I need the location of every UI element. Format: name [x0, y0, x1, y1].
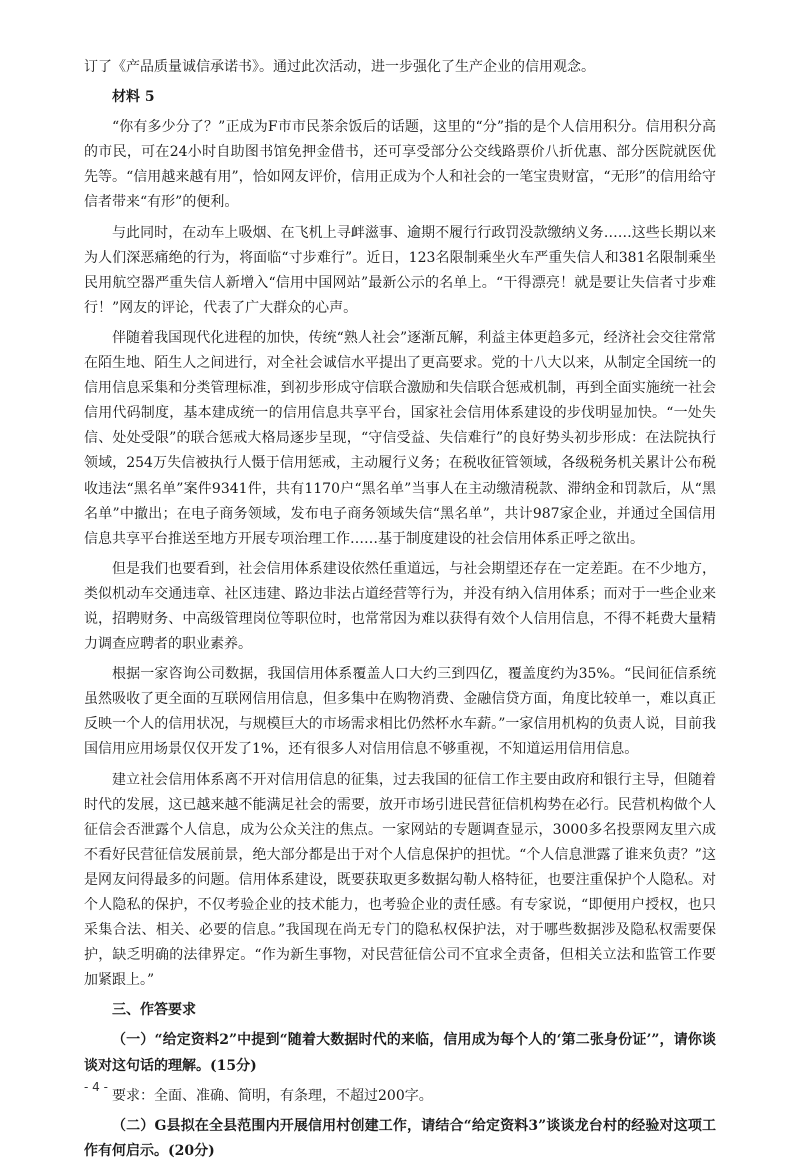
body-paragraph-2: 与此同时，在动车上吸烟、在飞机上寻衅滋事、逾期不履行行政罚没款缴纳义务……这些长期以来为人们深恶痛绝的行为，将面临“寸步难行”。近日，123名限制乘坐火车严重失信人和381名限制乘坐民用航空器严重失信人新增入“信用中国网站”最新公示的名单上。“干得漂亮！就是要让失信者寸步难行！”网友的评论，代表了广大群众的心声。 [84, 224, 716, 316]
question-1: （一）“给定资料2”中提到“随着大数据时代的来临，信用成为每个人的‘第二张身份证’”，请你谈谈对这句话的理解。(15分) [84, 1032, 716, 1074]
body-paragraph-6: 建立社会信用体系离不开对信用信息的征集，过去我国的征信工作主要由政府和银行主导，但随着时代的发展，这已越来越不能满足社会的需要，放开市场引进民营征信机构势在必行。民营机构做个人征信会否泄露个人信息，成为公众关注的焦点。一家网站的专题调查显示，3000多名投票网友里六成不看好民营征信发展前景，绝大部分都是出于对个人信息保护的担忧。“个人信息泄露了谁来负责？”这是网友问得最多的问题。信用体系建设，既要获取更多数据勾勒人格特征，也要注重保护个人隐私。对个人隐私的保护，不仅考验企业的技术能力，也考验企业的责任感。有专家说，“即便用户授权，也只采集合法、相关、必要的信息。”我国现在尚无专门的隐私权保护法，对于哪些数据涉及隐私权需要保护，缺乏明确的法律界定。“作为新生事物，对民营征信公司不宜求全责备，但相关立法和监管工作要加紧跟上。” [84, 771, 716, 989]
requirement-1: 要求：全面、准确、简明，有条理，不超过200字。 [112, 1087, 433, 1104]
page-number: - 4 - [84, 1080, 108, 1094]
question-2: （二）G县拟在全县范围内开展信用村创建工作，请结合“给定资料3”谈谈龙台村的经验对这项工作有何启示。(20分) [84, 1117, 716, 1159]
material-title: 材料 5 [112, 89, 155, 106]
body-paragraph-1: “你有多少分了？”正成为F市市民茶余饭后的话题，这里的“分”指的是个人信用积分。信用积分高的市民，可在24小时自助图书馆免押金借书，还可享受部分公交线路票价八折优惠、部分医院就医优先等。“信用越来越有用”，恰如网友评价，信用正成为个人和社会的一笔宝贵财富，“无形”的信用给守信者带来“有形”的便利。 [84, 119, 716, 211]
body-paragraph-3: 伴随着我国现代化进程的加快，传统“熟人社会”逐渐瓦解，利益主体更趋多元，经济社会交往常常在陌生地、陌生人之间进行，对全社会诚信水平提出了更高要求。党的十八大以来，从制定全国统一的信用信息采集和分类管理标准，到初步形成守信联合激励和失信联合惩戒机制，再到全面实施统一社会信用代码制度，基本建成统一的信用信息共享平台，国家社会信用体系建设的步伐明显加快。“一处失信、处处受限”的联合惩戒大格局逐步呈现，“守信受益、失信难行”的良好势头初步形成：在法院执行领域，254万失信被执行人慑于信用惩戒，主动履行义务；在税收征管领域，各级税务机关累计公布税收违法“黑名单”案件9341件，共有1170户“黑名单”当事人在主动缴清税款、滞纳金和罚款后，从“黑名单”中撤出；在电子商务领域，发布电子商务领域失信“黑名单”，共计987家企业，并通过全国信用信息共享平台推送至地方开展专项治理工作……基于制度建设的社会信用体系正呼之欲出。 [84, 329, 716, 547]
body-paragraph-4: 但是我们也要看到，社会信用体系建设依然任重道远，与社会期望还存在一定差距。在不少地方，类似机动车交通违章、社区违建、路边非法占道经营等行为，并没有纳入信用体系；而对于一些企业来说，招聘财务、中高级管理岗位等职位时，也常常因为难以获得有效个人信用信息，不得不耗费大量精力调查应聘者的职业素养。 [84, 560, 716, 653]
document-body [84, 55, 716, 1169]
body-paragraph-5: 根据一家咨询公司数据，我国信用体系覆盖人口大约三到四亿，覆盖度约为35%。“民间征信系统虽然吸收了更全面的互联网信用信息，但多集中在购物消费、金融信贷方面，角度比较单一，难以真正反映一个人的信用状况，与规模巨大的市场需求相比仍然杯水车薪。”一家信用机构的负责人说，目前我国信用应用场景仅仅开发了1%，还有很多人对信用信息不够重视，不知道运用信用信息。 [84, 666, 716, 758]
continuation-paragraph: 订了《产品质量诚信承诺书》。通过此次活动，进一步强化了生产企业的信用观念。 [84, 59, 595, 75]
section-title: 三、作答要求 [112, 1002, 196, 1019]
